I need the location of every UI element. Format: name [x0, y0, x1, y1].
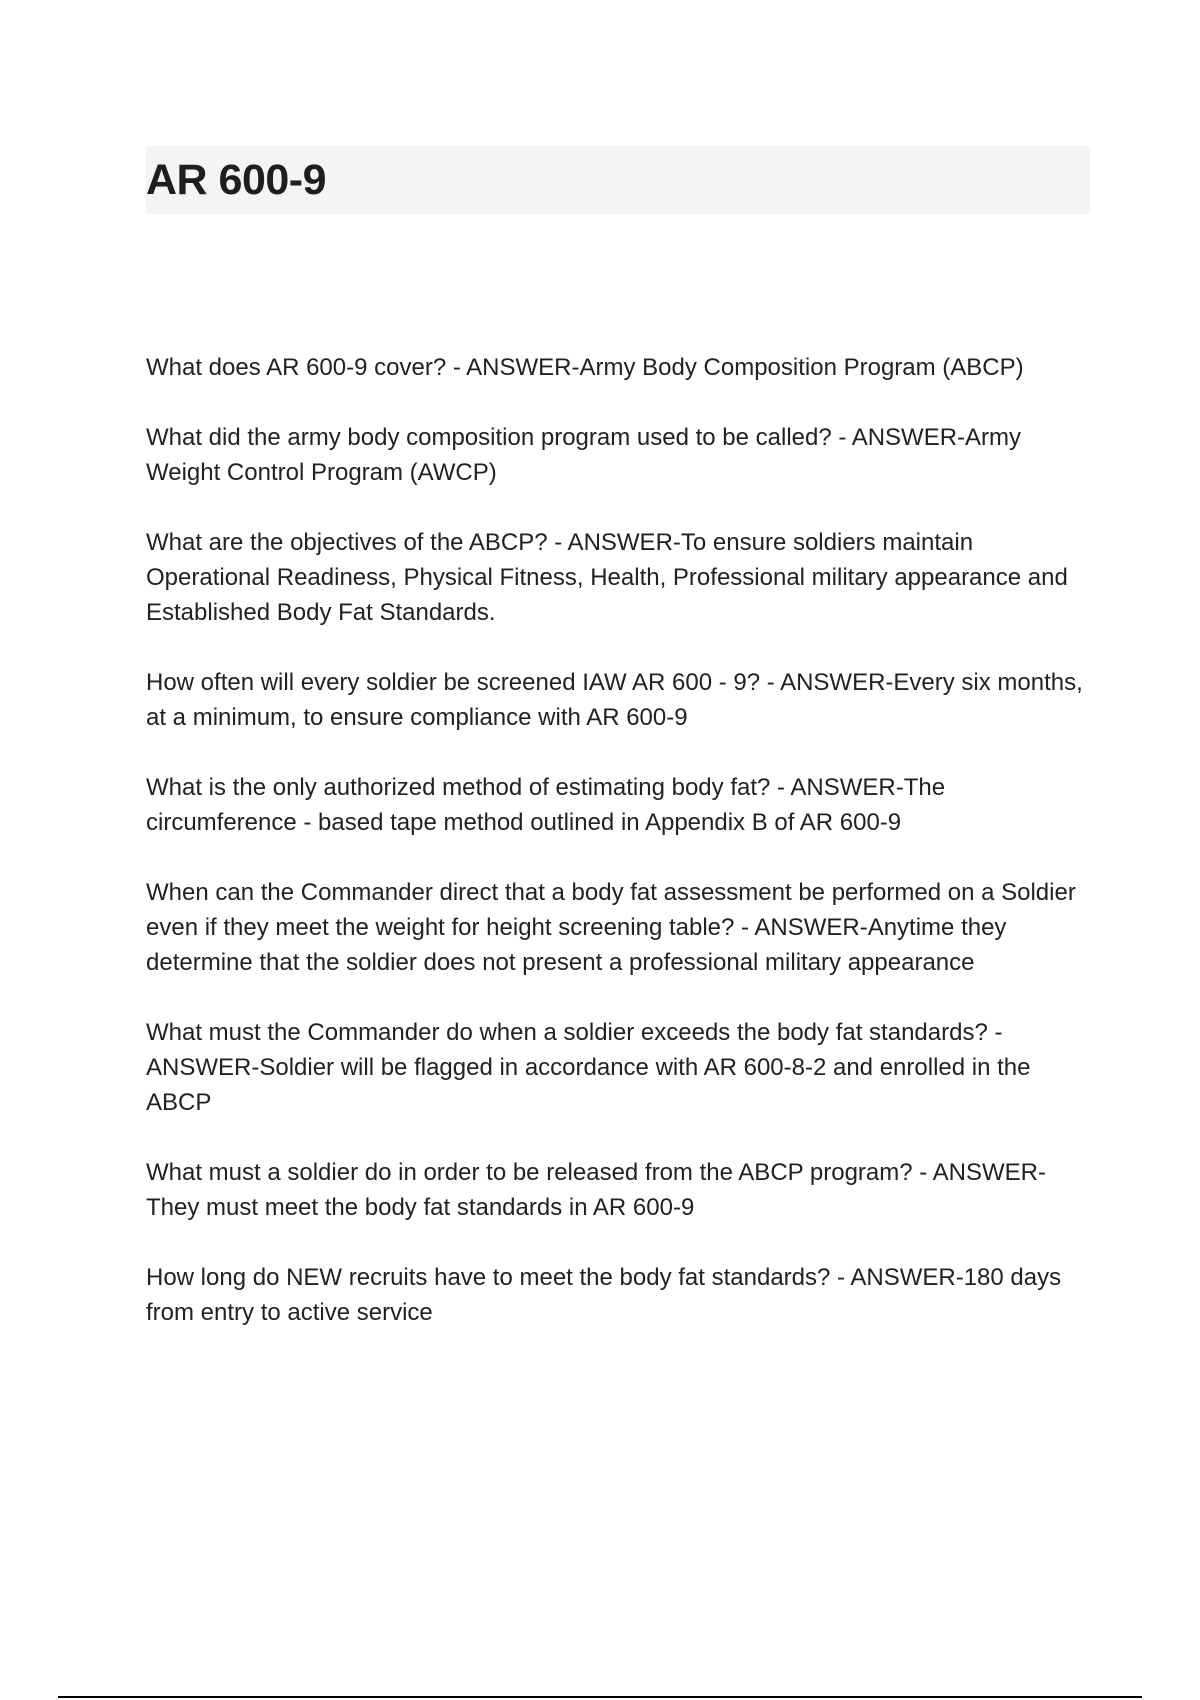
qa-item: How long do NEW recruits have to meet the body fat standards? - ANSWER-180 days from entry to active service	[146, 1264, 1062, 1326]
page-bottom-divider	[58, 1696, 1142, 1698]
qa-item: What must a soldier do in order to be released from the ABCP program? - ANSWER-They must meet the body fat standards in AR 600-9	[146, 1159, 1046, 1221]
title-banner	[146, 146, 1090, 214]
qa-list	[146, 350, 1096, 1365]
qa-item: What are the objectives of the ABCP? - ANSWER-To ensure soldiers maintain Operational Readiness, Physical Fitness, Health, Professional military appearance and Established Body Fat Standards.	[146, 529, 1068, 626]
qa-item: What does AR 600-9 cover? - ANSWER-Army Body Composition Program (ABCP)	[146, 354, 1024, 381]
qa-item: What is the only authorized method of estimating body fat? - ANSWER-The circumference - based tape method outlined in Appendix B of AR 600-9	[146, 774, 946, 836]
qa-item: When can the Commander direct that a body fat assessment be performed on a Soldier even if they meet the weight for height screening table? - ANSWER-Anytime they determine that the soldier does not present a professional military appearance	[146, 879, 1076, 976]
qa-item: What did the army body composition program used to be called? - ANSWER-Army Weight Control Program (AWCP)	[146, 424, 1022, 486]
qa-item: How often will every soldier be screened IAW AR 600 - 9? - ANSWER-Every six months, at a minimum, to ensure compliance with AR 600-9	[146, 669, 1083, 731]
qa-item: What must the Commander do when a soldier exceeds the body fat standards? - ANSWER-Soldier will be flagged in accordance with AR 600-8-2 and enrolled in the ABCP	[146, 1019, 1031, 1116]
page-title: AR 600-9	[146, 156, 327, 204]
